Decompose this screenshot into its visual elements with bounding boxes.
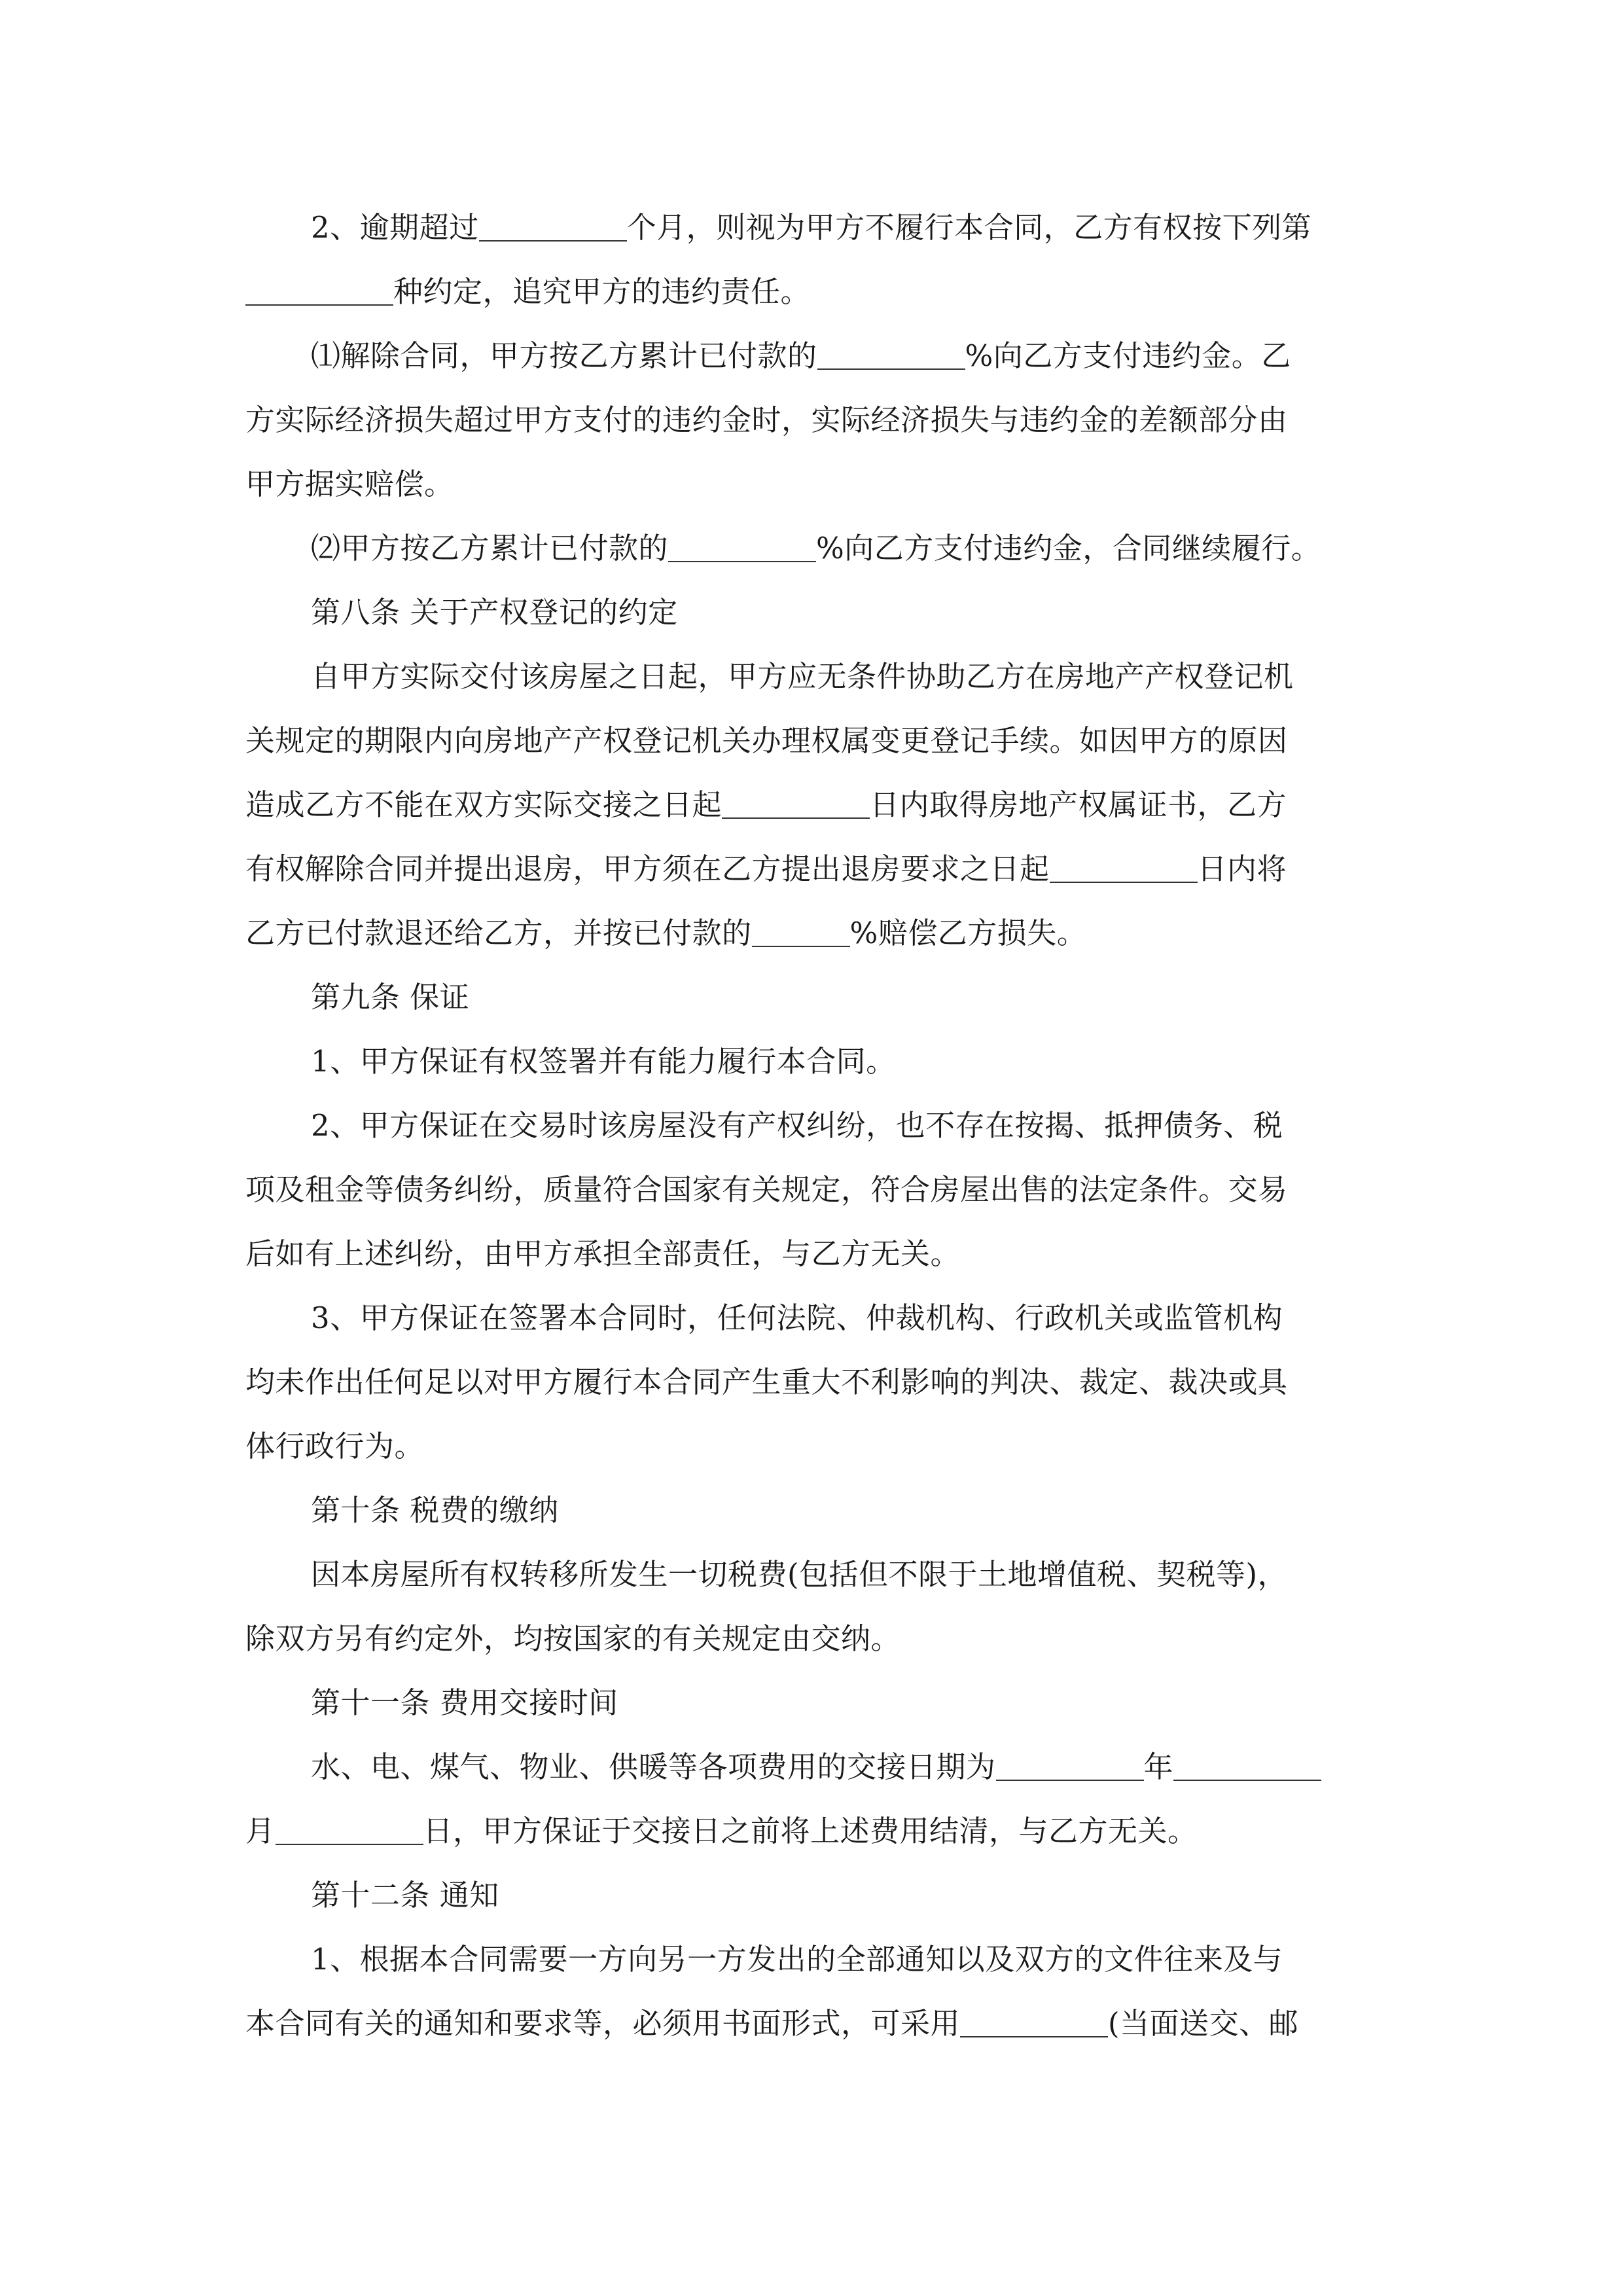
fill-blank[interactable]	[960, 2010, 1108, 2037]
fill-blank[interactable]	[668, 535, 816, 562]
clause-12-heading: 第十二条 通知	[311, 1878, 499, 1912]
clause-7-option-1-line-2: 方实际经济损失超过甲方支付的违约金时，实际经济损失与违约金的差额部分由	[245, 403, 1288, 437]
clause-7-option-1-line-1: ⑴解除合同，甲方按乙方累计已付款的 %向乙方支付违约金。乙	[311, 338, 1291, 373]
fill-blank[interactable]	[276, 1818, 423, 1845]
clause-7-option-1-line-3: 甲方据实赔偿。	[245, 467, 454, 501]
fill-blank[interactable]	[1173, 1753, 1321, 1781]
clause-8-line-1: 自甲方实际交付该房屋之日起，甲方应无条件协助乙方在房地产产权登记机	[311, 659, 1294, 694]
clause-9-heading: 第九条 保证	[311, 980, 470, 1014]
fill-blank[interactable]	[817, 342, 965, 370]
clause-10-line-1: 因本房屋所有权转移所发生一切税费(包括但不限于土地增值税、契税等)，	[311, 1557, 1288, 1592]
clause-9-item-3-line-3: 体行政行为。	[245, 1429, 425, 1463]
clause-10-line-2: 除双方另有约定外，均按国家的有关规定由交纳。	[245, 1621, 901, 1656]
clause-11-line-1: 水、电、煤气、物业、供暖等各项费用的交接日期为 年	[311, 1748, 1321, 1787]
clause-11-line-2: 月 日，甲方保证于交接日之前将上述费用结清，与乙方无关。	[245, 1814, 1198, 1848]
fill-blank[interactable]	[1050, 855, 1198, 883]
clause-9-item-3-line-2: 均未作出任何足以对甲方履行本合同产生重大不利影响的判决、裁定、裁决或具	[245, 1365, 1288, 1399]
clause-8-line-5: 乙方已付款退还给乙方，并按已付款的 %赔偿乙方损失。	[245, 916, 1087, 950]
clause-7-item-2-line-1: 2、逾期超过 个月，则视为甲方不履行本合同，乙方有权按下列第	[311, 210, 1312, 245]
clause-7-item-2-line-2: 种约定，追究甲方的违约责任。	[245, 272, 810, 312]
clause-8-line-4: 有权解除合同并提出退房，甲方须在乙方提出退房要求之日起 日内将	[245, 852, 1287, 886]
fill-blank[interactable]	[722, 791, 870, 819]
clause-10-heading: 第十条 税费的缴纳	[311, 1493, 559, 1528]
clause-8-heading: 第八条 关于产权登记的约定	[311, 595, 678, 630]
clause-9-item-2-line-1: 2、甲方保证在交易时该房屋没有产权纠纷，也不存在按揭、抵押债务、税	[311, 1108, 1283, 1143]
clause-9-item-3-line-1: 3、甲方保证在签署本合同时，任何法院、仲裁机构、行政机关或监管机构	[311, 1300, 1283, 1335]
clause-9-item-1: 1、甲方保证有权签署并有能力履行本合同。	[311, 1044, 896, 1079]
clause-8-line-2: 关规定的期限内向房地产产权登记机关办理权属变更登记手续。如因甲方的原因	[245, 723, 1288, 758]
fill-blank[interactable]	[996, 1753, 1144, 1781]
clause-12-item-1-line-2: 本合同有关的通知和要求等，必须用书面形式，可采用 (当面送交、邮	[245, 2006, 1299, 2041]
clause-12-item-1-line-1: 1、根据本合同需要一方向另一方发出的全部通知以及双方的文件往来及与	[311, 1942, 1283, 1977]
clause-9-item-2-line-2: 项及租金等债务纠纷，质量符合国家有关规定，符合房屋出售的法定条件。交易	[245, 1172, 1288, 1207]
fill-blank[interactable]	[479, 214, 627, 242]
clause-9-item-2-line-3: 后如有上述纠纷，由甲方承担全部责任，与乙方无关。	[245, 1236, 961, 1271]
clause-11-heading: 第十一条 费用交接时间	[311, 1685, 618, 1720]
fill-blank[interactable]	[752, 920, 850, 947]
fill-blank[interactable]	[245, 278, 393, 306]
clause-7-option-2-line-1: ⑵甲方按乙方累计已付款的 %向乙方支付违约金，合同继续履行。	[311, 531, 1321, 565]
clause-8-line-3: 造成乙方不能在双方实际交接之日起 日内取得房地产权属证书，乙方	[245, 787, 1287, 822]
